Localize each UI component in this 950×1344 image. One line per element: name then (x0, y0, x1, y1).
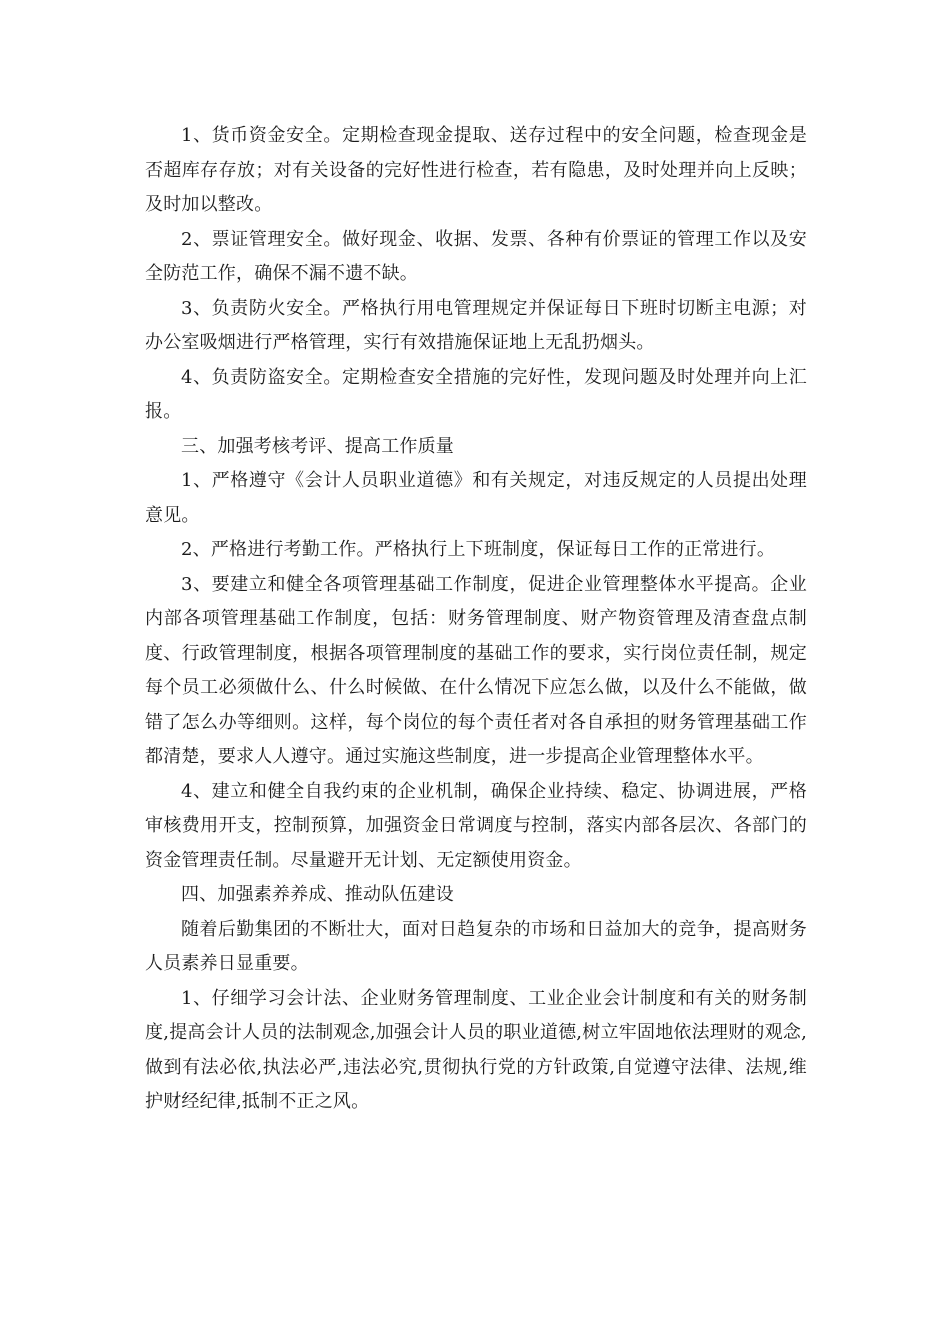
paragraph-ethics-compliance: 1、严格遵守《会计人员职业道德》和有关规定，对违反规定的人员提出处理意见。 (145, 470, 807, 526)
paragraph-management-system: 3、要建立和健全各项管理基础工作制度，促进企业管理整体水平提高。企业内部各项管理基础工作制度，包括：财务管理制度、财产物资管理及清查盘点制度、行政管理制度，根据各项管理制度的基础工作的要求，实行岗位责任制，规定每个员工必须做什么、什么时候做、在什么情况下应怎么做，以及什么不能做，做错了怎么办等细则。这样，每个岗位的每个责任者对各自承担的财务管理基础工作都清楚，要求人人遵守。通过实施这些制度，进一步提高企业管理整体水平。 (145, 573, 807, 767)
paragraph-theft-safety: 4、负责防盗安全。定期检查安全措施的完好性，发现问题及时处理并向上汇报。 (145, 366, 807, 422)
paragraph-attendance: 2、严格进行考勤工作。严格执行上下班制度，保证每日工作的正常进行。 (181, 539, 776, 560)
paragraph-study-law: 1、仔细学习会计法、企业财务管理制度、工业企业会计制度和有关的财务制度,提高会计人员的法制观念,加强会计人员的职业道德,树立牢固地依法理财的观念,做到有法必依,执法必严,违法必究,贯彻执行党的方针政策,自觉遵守法律、法规,维护财经纪律,抵制不正之风。 (145, 987, 807, 1112)
paragraph-fire-safety: 3、负责防火安全。严格执行用电管理规定并保证每日下班时切断主电源；对办公室吸烟进行严格管理，实行有效措施保证地上无乱扔烟头。 (145, 297, 807, 353)
section-heading-team-building: 四、加强素养养成、推动队伍建设 (181, 884, 454, 905)
document-page (145, 119, 807, 1120)
paragraph-voucher-safety: 2、票证管理安全。做好现金、收据、发票、各种有价票证的管理工作以及安全防范工作，确保不漏不遗不缺。 (145, 228, 807, 284)
paragraph-self-restraint-mechanism: 4、建立和健全自我约束的企业机制，确保企业持续、稳定、协调进展，严格审核费用开支，控制预算，加强资金日常调度与控制，落实内部各层次、各部门的资金管理责任制。尽量避开无计划、无定额使用资金。 (145, 780, 807, 871)
section-heading-assessment: 三、加强考核考评、提高工作质量 (181, 435, 454, 457)
paragraph-currency-safety: 1、货币资金安全。定期检查现金提取、送存过程中的安全问题，检查现金是否超库存存放；对有关设备的完好性进行检查，若有隐患，及时处理并向上反映；及时加以整改。 (145, 125, 807, 215)
paragraph-team-intro: 随着后勤集团的不断壮大，面对日趋复杂的市场和日益加大的竞争，提高财务人员素养日显重要。 (145, 918, 807, 974)
